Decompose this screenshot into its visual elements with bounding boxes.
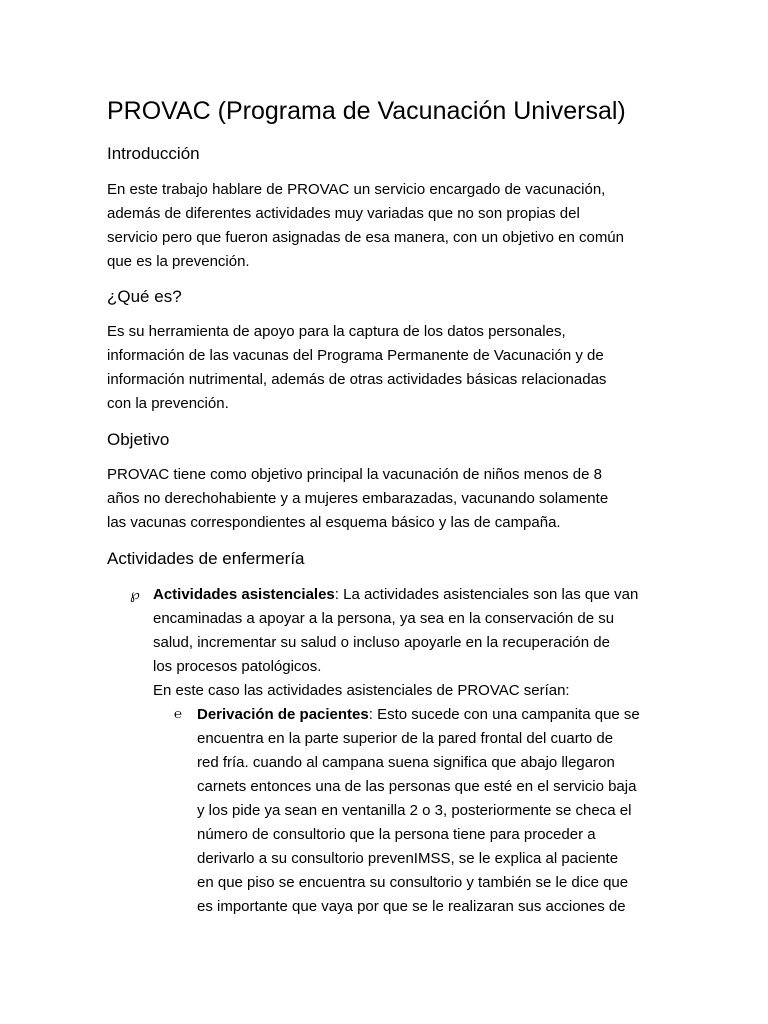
heading-objetivo: Objetivo (107, 430, 170, 449)
sub-list-item-label: Derivación de pacientes (197, 706, 369, 723)
sub-bullet-icon: ℮ (174, 706, 182, 721)
bullet-icon: ℘ (130, 586, 140, 602)
sub-list-item-text: : Esto sucede con una campanita que se encuentra en la parte superior de la pared frontal del cuarto de red fría. cuando al campana suena significa que abajo llegaron carnets entonces una de las personas que esté en el servicio baja y los pide ya sean en ventanilla 2 o 3, posteriormente se checa el número de consultorio que la persona tiene para proceder a derivarlo a su consultorio prevenIMSS, se le explica al paciente en que piso se encuentra su consultorio y también se le dice que es importante que vaya por que se le realizaran sus acciones de (197, 706, 640, 915)
heading-introduccion: Introducción (107, 144, 200, 163)
heading-que-es: ¿Qué es? (107, 287, 182, 306)
paragraph-objetivo: PROVAC tiene como objetivo principal la vacunación de niños menos de 8 años no derechohabiente y a mujeres embarazadas, vacunando solamente las vacunas correspondientes al esquema básico y las de campaña. (107, 466, 609, 531)
document-title: PROVAC (Programa de Vacunación Universal) (107, 97, 626, 125)
paragraph-que-es: Es su herramienta de apoyo para la captura de los datos personales, información de las vacunas del Programa Permanente de Vacunación y de información nutrimental, además de otras actividades básicas relacionadas con la prevención. (107, 323, 607, 412)
list-item-label: Actividades asistenciales (153, 586, 335, 603)
sub-list-item (197, 703, 672, 919)
list-item-text: : La actividades asistenciales son las que van encaminadas a apoyar a la persona, ya sea en la conservación de su salud, incrementar su salud o incluso apoyarle en la recuperación de los procesos patológicos. En este caso las actividades asistenciales de PROVAC serían: (153, 586, 639, 699)
paragraph-introduccion: En este trabajo hablare de PROVAC un servicio encargado de vacunación, además de diferentes actividades muy variadas que no son propias del servicio pero que fueron asignadas de esa manera, con un objetivo en común que es la prevención. (107, 181, 624, 270)
list-item (153, 583, 673, 703)
heading-actividades: Actividades de enfermería (107, 549, 305, 568)
